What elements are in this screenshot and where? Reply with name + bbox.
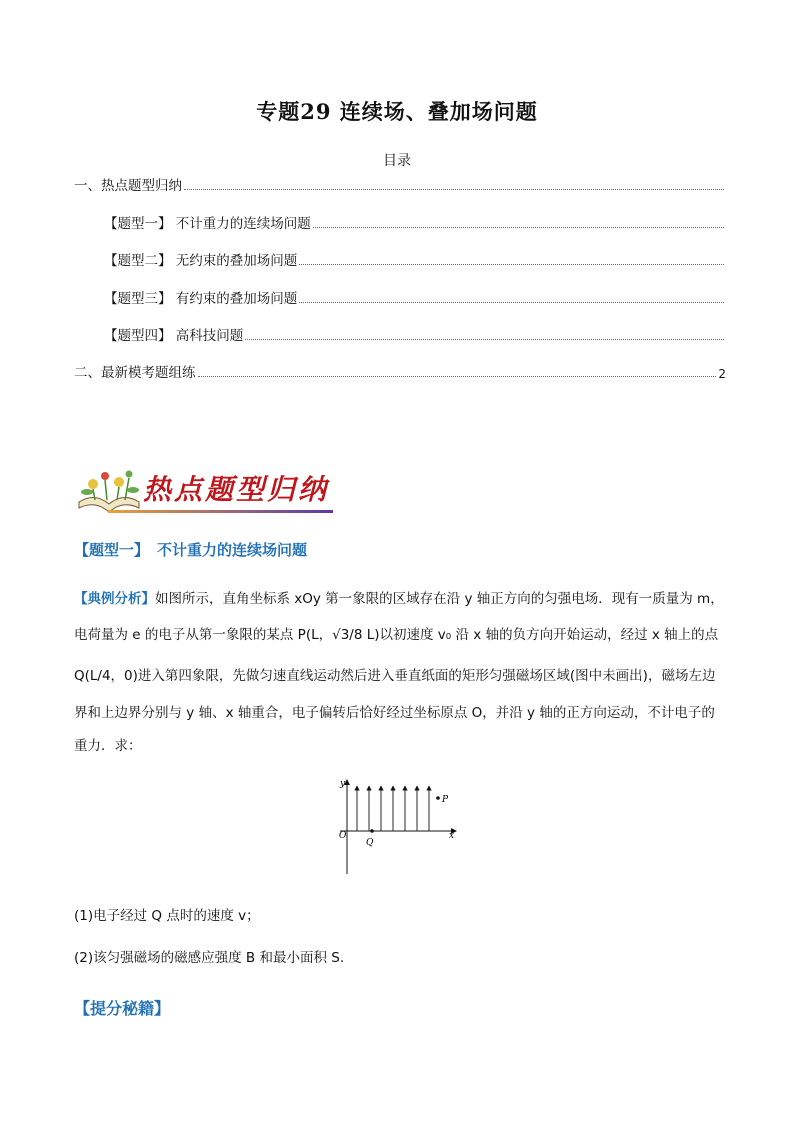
toc-item-type-1[interactable] (104, 212, 726, 232)
example-line-3: Q(L/4，0)进入第四象限，先做匀速直线运动然后进入垂直纸面的矩形匀强磁场区域(图中未画出)，磁场左边 (74, 668, 716, 684)
example-line-5: 重力．求： (74, 738, 142, 754)
p-label: P (442, 795, 449, 805)
toc-heading: 目录 (383, 153, 411, 169)
example-line-2: 电荷量为 e 的电子从第一象限的某点 P(L，√3/8 L)以初速度 v₀ 沿 x 轴的负方向开始运动，经过 x 轴上的点 (74, 627, 719, 643)
toc-item-type-3[interactable] (104, 287, 726, 307)
example-tag: 【典例分析】 (74, 591, 155, 607)
toc-label: 【题型三】 有约束的叠加场问题 (104, 291, 298, 307)
banner-underline (108, 510, 333, 513)
q-label: Q (366, 838, 374, 848)
toc-label: 【题型四】 高科技问题 (104, 328, 244, 344)
toc-leader (184, 188, 724, 190)
page-title: 专题29 连续场、叠加场问题 (256, 99, 538, 124)
point-q (370, 829, 374, 833)
point-p (436, 796, 440, 800)
x-label: x (449, 831, 455, 841)
toc-leader (299, 301, 724, 303)
type-1-tag: 【题型一】 (74, 541, 150, 559)
question-2: (2)该匀强磁场的磁感应强度 B 和最小面积 S. (74, 950, 345, 966)
toc-page: 2 (718, 367, 726, 381)
field-lines (357, 788, 429, 831)
toc-item-section-1[interactable] (74, 174, 726, 194)
origin-label: O (339, 831, 347, 841)
toc-leader (198, 375, 717, 377)
toc-label: 【题型二】 无约束的叠加场问题 (104, 253, 298, 269)
toc-label: 一、热点题型归纳 (74, 178, 182, 194)
toc-label: 二、最新模考题组练 (74, 365, 196, 381)
y-label: y (340, 779, 346, 789)
banner-title: 热点题型归纳 (143, 473, 330, 506)
toc-label: 【题型一】 不计重力的连续场问题 (104, 216, 311, 232)
toc-leader (299, 263, 724, 265)
toc-leader (313, 226, 724, 228)
type-1-title: 不计重力的连续场问题 (157, 541, 308, 559)
type-1-heading (74, 539, 307, 560)
example-line-1: 【典例分析】如图所示，直角坐标系 xOy 第一象限的区域存在沿 y 轴正方向的匀强电场．现有一质量为 m， (74, 591, 724, 607)
toc-item-type-4[interactable] (104, 324, 726, 344)
tips-heading: 【提分秘籍】 (74, 999, 171, 1018)
toc-item-section-2[interactable] (74, 361, 726, 381)
toc-leader (245, 338, 724, 340)
question-1: (1)电子经过 Q 点时的速度 v； (74, 908, 260, 924)
toc-item-type-2[interactable] (104, 249, 726, 269)
field-diagram (330, 778, 460, 878)
example-line-4: 界和上边界分别与 y 轴、x 轴重合，电子偏转后恰好经过坐标原点 O，并沿 y 轴的正方向运动，不计电子的 (74, 705, 715, 721)
